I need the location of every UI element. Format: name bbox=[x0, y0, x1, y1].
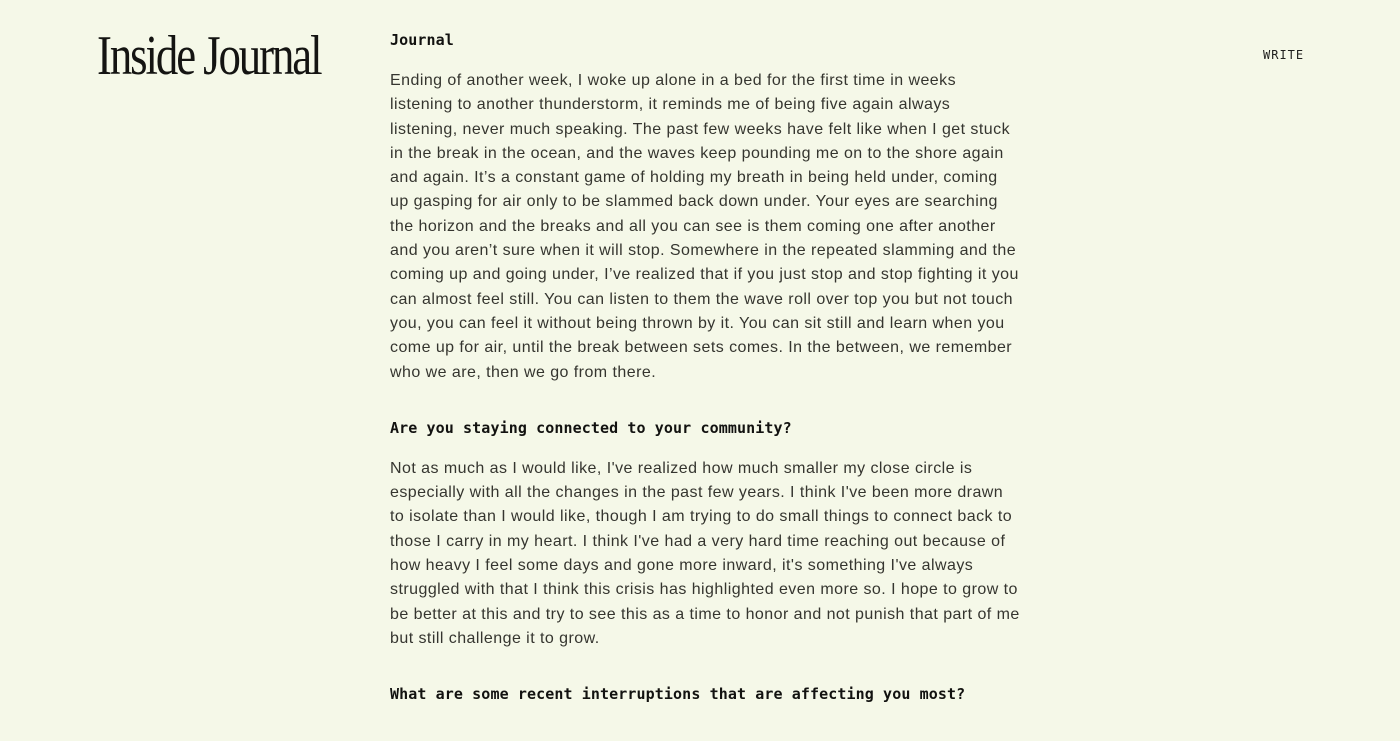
journal-entry bbox=[390, 30, 1020, 385]
entry-heading: Journal bbox=[390, 31, 454, 49]
entry-question: What are some recent interruptions that are affecting you most? bbox=[390, 685, 966, 704]
entry-question: Are you staying connected to your community? bbox=[390, 418, 792, 437]
journal-entry bbox=[390, 684, 1020, 704]
journal-entry bbox=[390, 418, 1020, 651]
journal-content bbox=[390, 30, 1020, 704]
write-nav-link[interactable]: WRITE bbox=[1263, 48, 1305, 62]
entry-answer-text: Not as much as I would like, I've realized how much smaller my close circle is especially with all the changes in the past few years. I think I've been more drawn to isolate than I would like, though I am trying to do small things to connect back to those I carry in my heart. I think I've had a very hard time reaching out because of how heavy I feel some days and gone more inward, it's something I've always struggled with that I think this crisis has highlighted even more so. I hope to grow to be better at this and try to see this as a time to honor and not punish that part of me but still challenge it to grow. bbox=[390, 459, 1020, 647]
entry-answer-text: Ending of another week, I woke up alone in a bed for the first time in weeks listening to another thunderstorm, it reminds me of being five again always listening, never much speaking. The past few weeks have felt like when I get stuck in the break in the ocean, and the waves keep pounding me on to the shore again and again. It’s a constant game of holding my breath in being held under, coming up gasping for air only to be slammed back down under. Your eyes are searching the horizon and the breaks and all you can see is them coming one after another and you aren’t sure when it will stop. Somewhere in the repeated slamming and the coming up and going under, I’ve realized that if you just stop and stop fighting it you can almost feel still. You can listen to them the wave roll over top you but not touch you, you can feel it without being thrown by it. You can sit still and learn when you come up for air, until the break between sets comes. In the between, we remember who we are, then we go from there. bbox=[390, 72, 1019, 381]
site-logo[interactable]: Inside Journal bbox=[97, 25, 321, 87]
